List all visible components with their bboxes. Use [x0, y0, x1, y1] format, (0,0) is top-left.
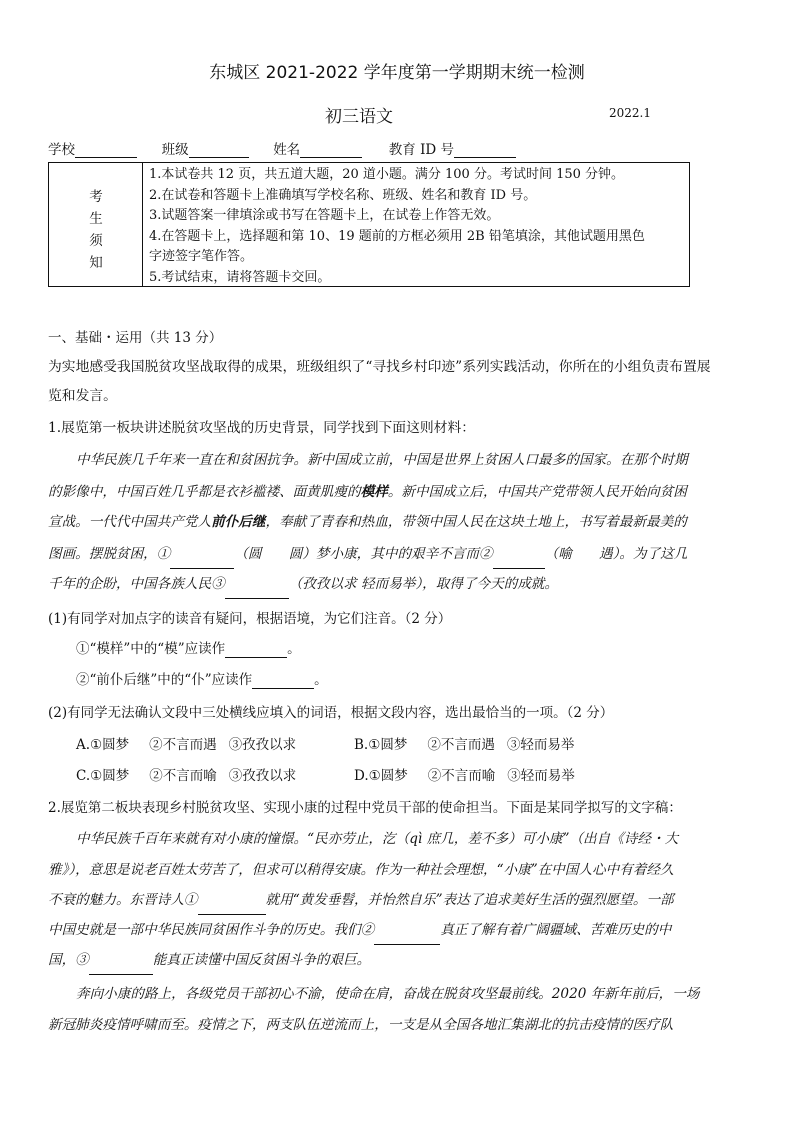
intro-line: 览和发言。 [48, 388, 117, 404]
q2-passage-line: 奔向小康的路上，各级党员干部初心不渝，使命在肩，奋战在脱贫攻坚最前线。2020 年新年前后，一场 [76, 986, 700, 1002]
exam-title: 东城区 2021-2022 学年度第一学期期末统一检测 [209, 63, 585, 83]
q1-passage-line: 的影像中，中国百姓几乎都是衣衫褴褛、面黄肌瘦的模样。新中国成立后，中国共产党带领人民开始向贫困 [48, 484, 687, 500]
pinyin-blank-pu[interactable] [252, 672, 314, 689]
id-blank[interactable] [454, 143, 516, 158]
option-a[interactable]: A.①圆梦 ②不言而遇 ③孜孜以求 [76, 737, 297, 753]
answer-blank-4[interactable] [198, 886, 266, 915]
subject-title: 初三语文 [325, 107, 393, 127]
dotted-word-moyang: 模样 [360, 484, 388, 500]
field-school-label: 学校 [48, 142, 75, 158]
q1-subquestion-1: (1)有同学对加点字的读音有疑问，根据语境，为它们注音。（2 分） [48, 611, 452, 627]
intro-line: 为实地感受我国脱贫攻坚战取得的成果，班级组织了“寻找乡村印迹”系列实践活动，你所在的小组负责布置展 [48, 359, 711, 375]
dotted-word-qianpuhouji: 前仆后继 [211, 514, 266, 530]
q1-sub1-item: ①“模样”中的“模”应读作 。 [76, 641, 301, 657]
notice-item: 1.本试卷共 12 页，共五道大题，20 道小题。满分 100 分。考试时间 150 分钟。 [149, 167, 625, 182]
answer-blank-1[interactable] [170, 540, 234, 569]
q2-passage-line: 中华民族千百年来就有对小康的憧憬。“民亦劳止，汔（qì 庶几，差不多）可小康”（出自《诗经・大 [76, 831, 679, 847]
q2-passage-line: 不衰的魅力。东晋诗人① 就用“黄发垂髫，并怡然自乐”表达了追求美好生活的强烈愿望。一部 [48, 886, 674, 915]
notice-label-column [49, 163, 143, 286]
pinyin-blank-mo[interactable] [225, 641, 287, 658]
question-1-stem: 1.展览第一板块讲述脱贫攻坚战的历史背景，同学找到下面这则材料： [48, 420, 476, 436]
school-blank[interactable] [75, 143, 137, 158]
option-d[interactable]: D.①圆梦 ②不言而喻 ③轻而易举 [354, 768, 575, 784]
q2-passage-line: 新冠肺炎疫情呼啸而至。疫情之下，两支队伍逆流而上，一支是从全国各地汇集湖北的抗击疫情的医疗队 [48, 1017, 674, 1033]
exam-notice-box [48, 162, 690, 287]
q2-passage-line: 国，③ 能真正读懂中国反贫困斗争的艰巨。 [48, 946, 370, 975]
q2-passage-line: 雅》），意思是说老百姓太劳苦了，但求可以稍得安康。作为一种社会理想，“小康”在中国人心中有着经久 [48, 862, 674, 878]
section-heading: 一、基础・运用（共 13 分） [48, 330, 223, 346]
field-id-label: 教育 ID 号 [388, 142, 455, 158]
notice-label-char: 知 [89, 255, 103, 271]
notice-item: 4.在答题卡上，选择题和第 10、19 题前的方框必须用 2B 铅笔填涂，其他试题用黑色 [149, 228, 645, 244]
answer-blank-3[interactable] [225, 570, 289, 599]
notice-label-char: 生 [89, 211, 103, 227]
q1-sub1-item: ②“前仆后继”中的“仆”应读作 。 [76, 672, 328, 688]
q1-passage-line: 图画。摆脱贫困，① （圆 圆）梦小康，其中的艰辛不言而② （喻 遇）。为了这几 [48, 540, 687, 569]
notice-label-char: 须 [89, 233, 103, 249]
notice-item: 字迹签字笔作答。 [149, 249, 254, 265]
exam-date: 2022.1 [609, 106, 651, 120]
q1-subquestion-2: (2)有同学无法确认文段中三处横线应填入的词语，根据文段内容，选出最恰当的一项。（2 分） [48, 705, 614, 721]
q1-passage-line: 宣战。一代代中国共产党人前仆后继，奉献了青春和热血，带领中国人民在这块土地上，书写着最新最美的 [48, 514, 687, 530]
student-info-row [48, 138, 516, 158]
field-name-label: 姓名 [273, 142, 301, 158]
field-class-label: 班级 [161, 142, 189, 158]
answer-blank-2[interactable] [493, 540, 545, 569]
option-c[interactable]: C.①圆梦 ②不言而喻 ③孜孜以求 [76, 768, 297, 784]
notice-item: 2.在试卷和答题卡上准确填写学校名称、班级、姓名和教育 ID 号。 [149, 187, 537, 203]
name-blank[interactable] [300, 143, 362, 158]
option-b[interactable]: B.①圆梦 ②不言而遇 ③轻而易举 [354, 737, 575, 753]
class-blank[interactable] [189, 143, 249, 158]
answer-blank-5[interactable] [374, 916, 440, 945]
q1-passage-line: 中华民族几千年来一直在和贫困抗争。新中国成立前，中国是世界上贫困人口最多的国家。在那个时期 [76, 452, 688, 468]
notice-label-char: 考 [89, 189, 103, 205]
answer-blank-6[interactable] [89, 946, 153, 975]
q2-passage-line: 中国史就是一部中华民族同贫困作斗争的历史。我们② 真正了解有着广阔疆域、苦难历史的中 [48, 916, 671, 945]
notice-items [149, 165, 645, 289]
notice-item: 5.考试结束，请将答题卡交回。 [149, 269, 331, 285]
q1-passage-line: 千年的企盼，中国各族人民③ （孜孜以求 轻而易举），取得了今天的成就。 [48, 570, 558, 599]
notice-item: 3.试题答案一律填涂或书写在答题卡上，在试卷上作答无效。 [149, 208, 500, 224]
question-2-stem: 2.展览第二板块表现乡村脱贫攻坚、实现小康的过程中党员干部的使命担当。下面是某同学拟写的文字稿： [48, 800, 682, 816]
